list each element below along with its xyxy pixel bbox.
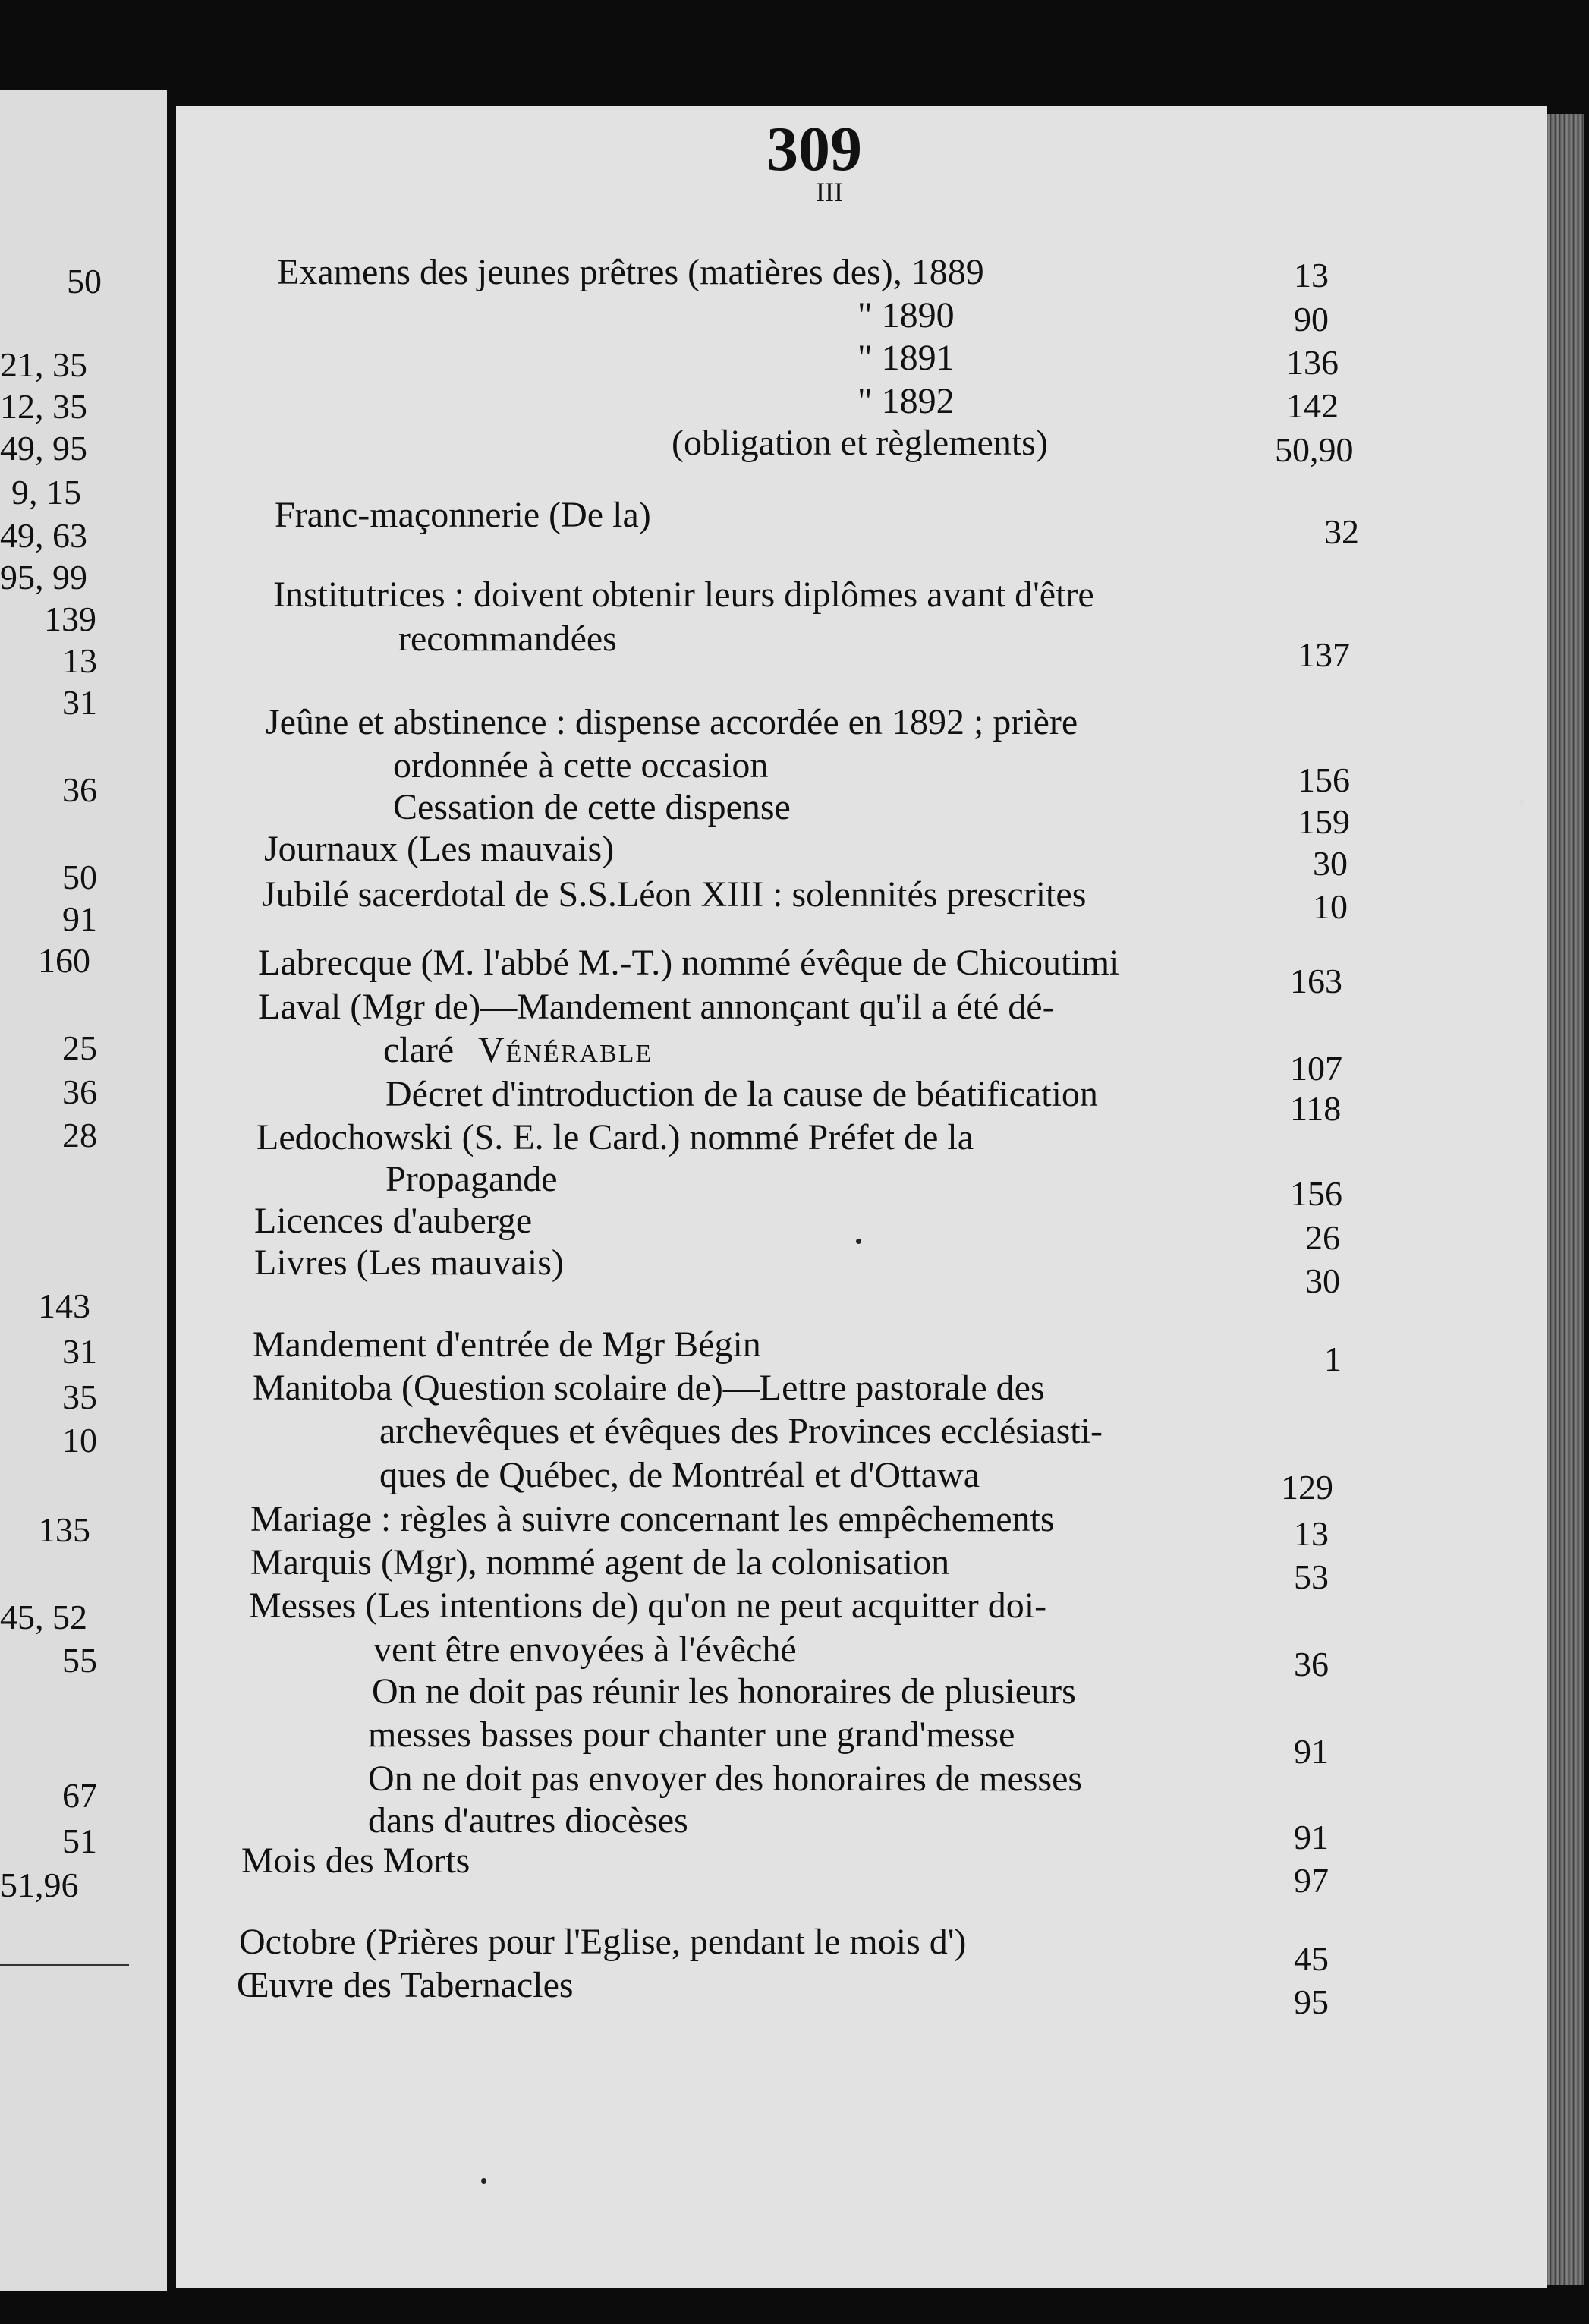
index-entry: Livres (Les mauvais) [254,1242,564,1283]
index-entry: Propagande [385,1159,558,1199]
left-number: 95, 99 [0,558,87,597]
page-edge [1547,114,1584,2285]
left-number: 49, 95 [0,429,87,468]
left-number: 31 [62,683,97,722]
page-ref: 32 [1324,512,1359,551]
index-entry: Examens des jeunes prêtres (matières des), 1889 [277,252,984,292]
page-ref: 91 [1294,1818,1329,1856]
index-entry: Licences d'auberge [254,1201,533,1241]
index-entry: Vénérable [478,1030,653,1070]
page-ref: 156 [1290,1174,1342,1213]
index-entry: recommandées [398,619,617,659]
left-number: 143 [38,1286,90,1325]
index-entry: Institutrices : doivent obtenir leurs diplômes avant d'être [273,575,1094,615]
page-ref: 90 [1294,300,1329,339]
index-entry: Jubilé sacerdotal de S.S.Léon XIII : solennités prescrites [262,874,1087,915]
index-entry: Jeûne et abstinence : dispense accordée en 1892 ; prière [266,702,1078,742]
page-ref: 13 [1294,256,1329,294]
left-number: 139 [44,600,96,638]
left-number: 51 [62,1822,97,1860]
page-ref: 95 [1294,1982,1329,2021]
left-number: 91 [62,899,97,938]
index-entry: Manitoba (Question scolaire de)—Lettre pastorale des [253,1368,1045,1408]
page-ref: 142 [1286,386,1339,425]
page-ref: 13 [1294,1514,1329,1553]
index-entry: Franc-maçonnerie (De la) [275,495,651,535]
index-entry: ordonnée à cette occasion [393,745,769,786]
index-entry: dans d'autres diocèses [368,1800,688,1841]
left-number: 25 [62,1028,97,1067]
page-ref: 97 [1294,1861,1329,1900]
page-ref: 10 [1313,887,1348,926]
left-number: 135 [38,1510,90,1549]
index-entry: Ledochowski (S. E. le Card.) nommé Préfet de la [256,1117,974,1157]
index-entry: Laval (Mgr de)—Mandement annonçant qu'il a été dé- [258,987,1055,1027]
index-entry: Décret d'introduction de la cause de béatification [385,1074,1098,1114]
index-entry: Marquis (Mgr), nommé agent de la colonisation [250,1542,950,1582]
left-number: 36 [62,770,97,809]
left-rule [0,1964,129,1966]
left-number: 51,96 [0,1866,79,1904]
page-ref: 163 [1290,962,1342,1000]
index-entry: Labrecque (M. l'abbé M.-T.) nommé évêque de Chicoutimi [258,943,1120,983]
left-number: 36 [62,1072,97,1111]
page-ref: 136 [1286,343,1339,382]
left-number: 13 [62,641,97,680]
page-ref: 26 [1305,1218,1340,1257]
left-number: 9, 15 [11,473,81,512]
page-ref: 91 [1294,1732,1329,1771]
page-ref: 45 [1294,1939,1329,1978]
page-ref: 53 [1294,1557,1329,1596]
index-entry: On ne doit pas envoyer des honoraires de messes [368,1759,1083,1799]
index-entry: messes basses pour chanter une grand'messe [368,1715,1015,1755]
ink-speck [1519,799,1524,805]
left-number: 45, 52 [0,1598,87,1636]
page-ref: 118 [1290,1089,1342,1128]
left-number: 28 [62,1116,97,1154]
page-ref: 129 [1281,1468,1333,1507]
ink-speck [481,2178,486,2184]
index-entry: Mois des Morts [241,1841,470,1881]
index-entry: vent être envoyées à l'évêché [373,1630,797,1670]
section-number: III [816,177,843,207]
index-entry: (obligation et règlements) [672,423,1048,463]
page-ref: 50,90 [1275,430,1354,469]
left-number: 21, 35 [0,345,87,384]
left-number: 35 [62,1378,97,1416]
page-ref: 159 [1298,802,1350,841]
page-ref: 30 [1305,1261,1340,1300]
left-number: 10 [62,1421,97,1460]
index-entry: Œuvre des Tabernacles [237,1965,574,2005]
page-ref: 1 [1324,1340,1342,1378]
page-ref: 36 [1294,1645,1329,1683]
index-entry: " 1890 [857,295,955,335]
page-ref: 30 [1313,844,1348,883]
page-number: 309 [766,114,862,184]
index-entry: " 1891 [857,338,955,378]
index-entry: claré [383,1030,455,1070]
left-number: 67 [62,1776,97,1815]
index-entry: Journaux (Les mauvais) [264,829,615,869]
index-entry: archevêques et évêques des Provinces ecclésiasti- [379,1411,1103,1451]
left-number: 12, 35 [0,387,87,426]
left-number: 160 [38,941,90,980]
index-entry: On ne doit pas réunir les honoraires de plusieurs [372,1671,1076,1712]
index-entry: Messes (Les intentions de) qu'on ne peut acquitter doi- [249,1586,1047,1626]
page-ref: 107 [1290,1049,1342,1088]
page-ref: 156 [1298,760,1350,799]
index-entry: Mandement d'entrée de Mgr Bégin [253,1324,761,1365]
left-number: 55 [62,1641,97,1680]
index-entry: Cessation de cette dispense [393,787,791,827]
index-entry: Mariage : règles à suivre concernant les empêchements [250,1499,1055,1539]
left-number: 50 [62,858,97,896]
left-number: 50 [67,262,102,301]
index-entry: ques de Québec, de Montréal et d'Ottawa [379,1455,980,1495]
index-entry: " 1892 [857,381,955,421]
left-number: 49, 63 [0,516,87,555]
ink-speck [856,1239,861,1244]
index-entry: Octobre (Prières pour l'Eglise, pendant le mois d') [239,1922,967,1962]
left-page [0,90,167,2291]
page-ref: 137 [1298,635,1350,674]
left-number: 31 [62,1332,97,1371]
